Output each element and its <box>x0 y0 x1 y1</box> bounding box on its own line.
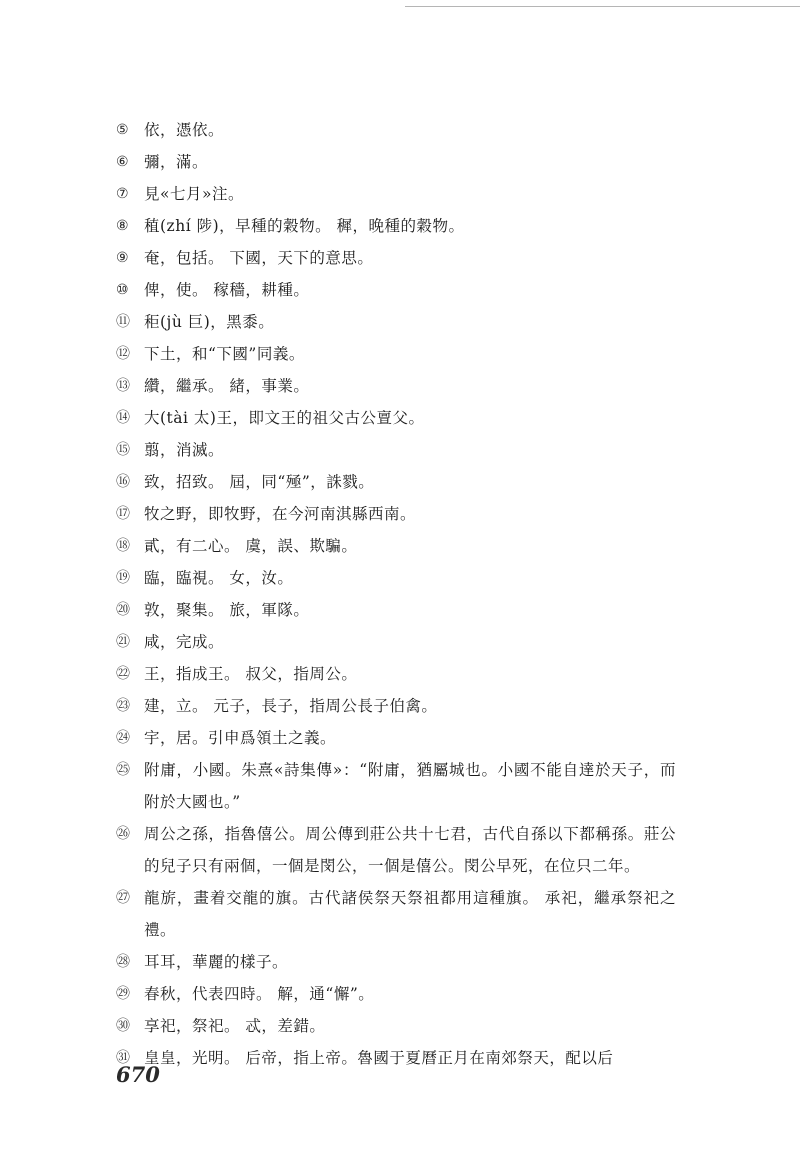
footnote-text: 耳耳，華麗的樣子。 <box>144 953 289 971</box>
footnote-number: ㉒ <box>116 666 131 682</box>
footnote-text: 秬(jù 巨)，黑黍。 <box>144 313 275 331</box>
footnote-text: 龍旂，畫着交龍的旗。古代諸侯祭天祭祖都用這種旗。 承祀，繼承祭祀之禮。 <box>144 889 676 939</box>
footnote-item <box>116 658 676 690</box>
footnote-item <box>116 434 676 466</box>
footnote-number: ⑫ <box>116 346 131 362</box>
footnote-text: 大(tài 太)王，即文王的祖父古公亶父。 <box>144 409 425 427</box>
footnote-item <box>116 1010 676 1042</box>
footnote-number: ㉑ <box>116 634 131 650</box>
footnote-item <box>116 562 676 594</box>
footnote-item <box>116 978 676 1010</box>
footnote-text: 皇皇，光明。 后帝，指上帝。魯國于夏曆正月在南郊祭天，配以后 <box>144 1049 614 1067</box>
footnote-text: 享祀，祭祀。 忒，差錯。 <box>144 1017 326 1035</box>
footnote-item <box>116 498 676 530</box>
footnote-number: ⑪ <box>116 314 131 330</box>
footnote-number: ㉛ <box>116 1050 131 1066</box>
footnote-number: ⑩ <box>116 282 130 298</box>
footnote-number: ⑤ <box>116 122 130 138</box>
footnote-text: 依，憑依。 <box>144 121 225 139</box>
footnote-item <box>116 754 676 818</box>
footnote-text: 建，立。 元子，長子，指周公長子伯禽。 <box>144 697 438 715</box>
footnote-number: ⑭ <box>116 410 131 426</box>
footnote-number: ㉙ <box>116 986 131 1002</box>
footnote-item <box>116 626 676 658</box>
footnote-text: 俾，使。 稼穡，耕種。 <box>144 281 310 299</box>
footnote-number: ㉚ <box>116 1018 131 1034</box>
footnote-text: 纘，繼承。 緒，事業。 <box>144 377 310 395</box>
footnote-number: ㉖ <box>116 826 131 842</box>
footnote-number: ⑦ <box>116 186 130 202</box>
footnote-item <box>116 818 676 882</box>
footnote-item <box>116 370 676 402</box>
footnote-text: 宇，居。引申爲領土之義。 <box>144 729 337 747</box>
footnote-number: ⑥ <box>116 154 130 170</box>
top-rule <box>405 6 800 7</box>
footnote-item <box>116 722 676 754</box>
footnote-number: ⑮ <box>116 442 131 458</box>
footnote-number: ⑧ <box>116 218 130 234</box>
footnote-number: ⑲ <box>116 570 131 586</box>
footnote-text: 牧之野，即牧野，在今河南淇縣西南。 <box>144 505 417 523</box>
footnote-text: 咸，完成。 <box>144 633 225 651</box>
footnote-number: ㉘ <box>116 954 131 970</box>
footnote-text: 致，招致。 屆，同“殛”，誅戮。 <box>144 473 375 491</box>
footnote-number: ⑨ <box>116 250 130 266</box>
footnote-item <box>116 690 676 722</box>
footnote-item <box>116 274 676 306</box>
footnote-list <box>116 114 676 1074</box>
footnote-text: 下土，和“下國”同義。 <box>144 345 305 363</box>
footnote-text: 王，指成王。 叔父，指周公。 <box>144 665 358 683</box>
footnote-text: 翦，消滅。 <box>144 441 225 459</box>
footnote-text: 附庸，小國。朱熹«詩集傳»：“附庸，猶屬城也。小國不能自達於天子，而附於大國也。” <box>144 761 676 811</box>
footnote-item <box>116 466 676 498</box>
footnote-text: 春秋，代表四時。 解，通“懈”。 <box>144 985 375 1003</box>
footnote-item <box>116 594 676 626</box>
footnote-number: ㉔ <box>116 730 131 746</box>
footnote-item <box>116 1042 676 1074</box>
footnote-text: 敦，聚集。 旅，軍隊。 <box>144 601 310 619</box>
footnote-item <box>116 178 676 210</box>
footnote-item <box>116 530 676 562</box>
footnote-item <box>116 338 676 370</box>
footnote-text: 彌，滿。 <box>144 153 209 171</box>
footnote-item <box>116 210 676 242</box>
footnote-item <box>116 402 676 434</box>
footnote-number: ㉗ <box>116 890 131 906</box>
footnote-number: ⑬ <box>116 378 131 394</box>
footnote-text: 貳，有二心。 虞，誤、欺騙。 <box>144 537 358 555</box>
footnote-text: 見«七月»注。 <box>144 185 244 203</box>
footnote-text: 周公之孫，指魯僖公。周公傳到莊公共十七君，古代自孫以下都稱孫。莊公的兒子只有兩個，一個是閔公，一個是僖公。閔公早死，在位只二年。 <box>144 825 676 875</box>
footnote-item <box>116 242 676 274</box>
footnote-text: 稙(zhí 陟)，早種的穀物。 穉，晚種的穀物。 <box>144 217 465 235</box>
page-number: 670 <box>116 1062 160 1087</box>
footnote-item <box>116 114 676 146</box>
footnote-number: ㉓ <box>116 698 131 714</box>
footnote-number: ⑱ <box>116 538 131 554</box>
footnote-text: 臨，臨視。 女，汝。 <box>144 569 294 587</box>
footnote-text: 奄，包括。 下國，天下的意思。 <box>144 249 374 267</box>
footnote-number: ㉕ <box>116 762 131 778</box>
footnote-item <box>116 306 676 338</box>
footnote-number: ⑳ <box>116 602 131 618</box>
footnote-item <box>116 146 676 178</box>
footnote-number: ⑯ <box>116 474 131 490</box>
footnote-number: ⑰ <box>116 506 131 522</box>
footnote-item <box>116 882 676 946</box>
footnote-item <box>116 946 676 978</box>
